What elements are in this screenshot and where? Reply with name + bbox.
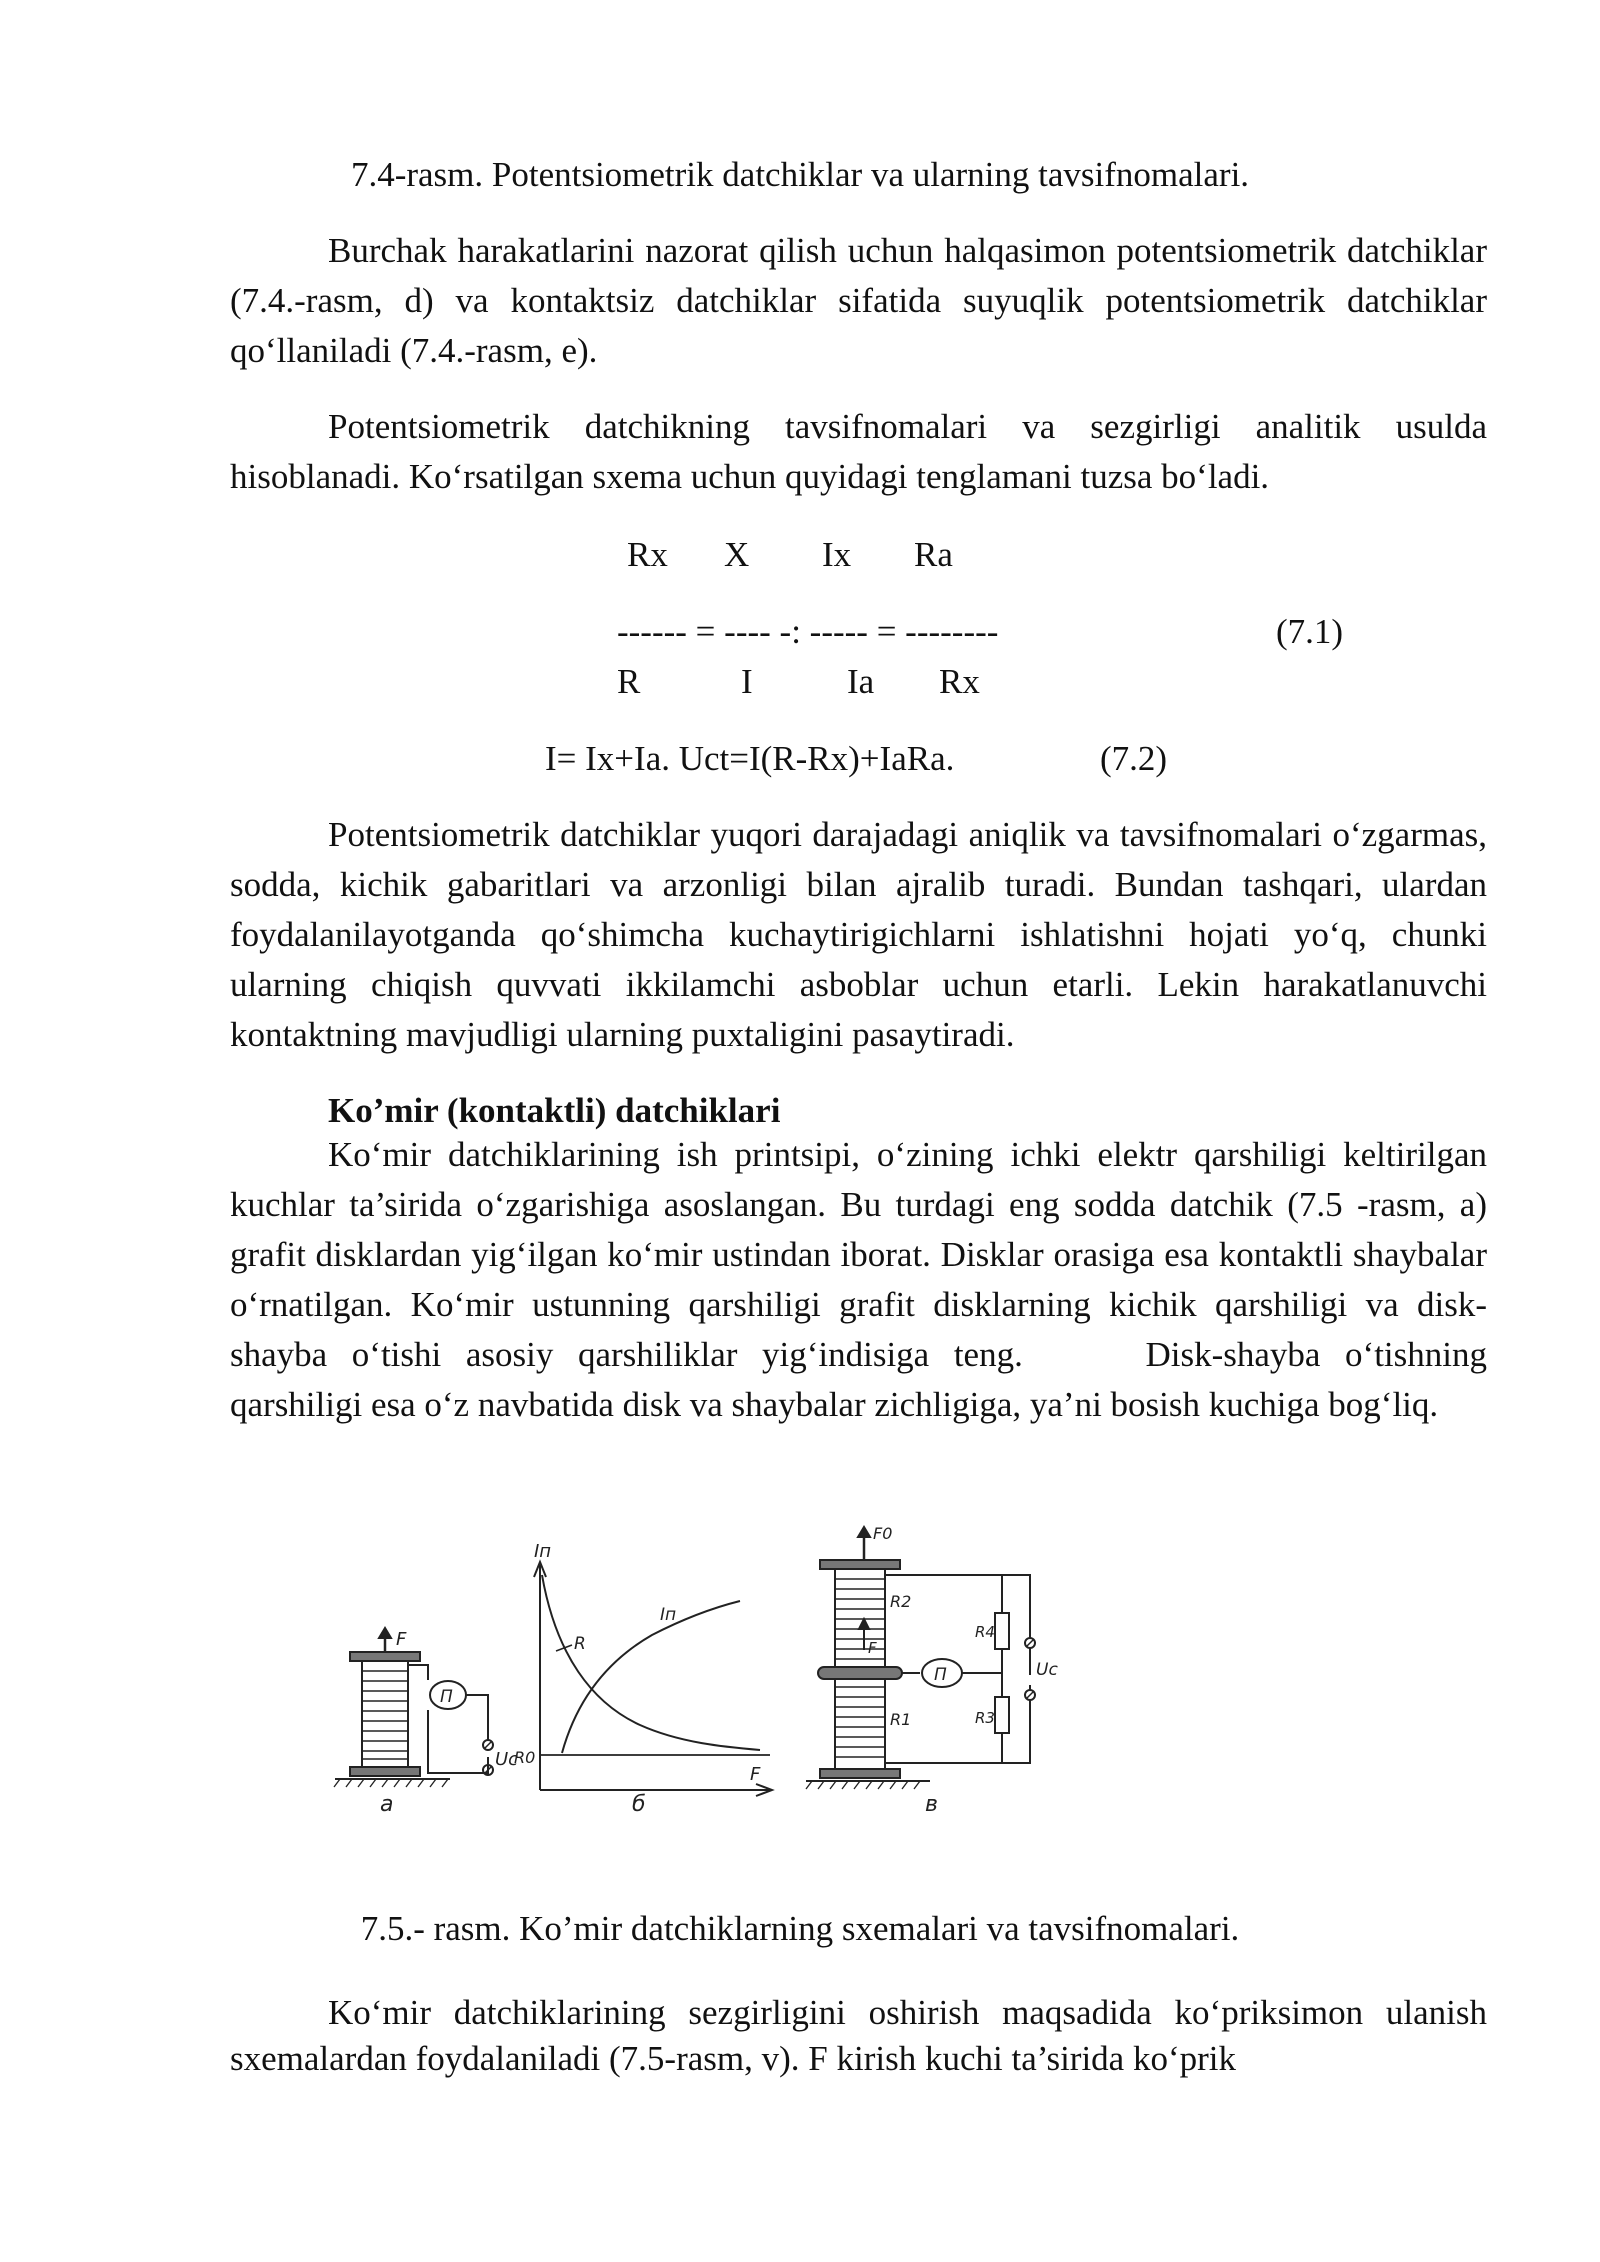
resistor-r4 bbox=[995, 1613, 1009, 1649]
graphite-disks bbox=[362, 1671, 408, 1759]
label-r0: R0 bbox=[514, 1748, 536, 1767]
bottom-plate bbox=[350, 1767, 420, 1776]
label-voltage: Uc bbox=[495, 1749, 519, 1770]
paragraph-bridge bbox=[230, 1990, 1487, 2082]
top-plate bbox=[350, 1652, 420, 1661]
eq-top-term: Ra bbox=[914, 535, 953, 574]
paragraph-text: Ko‘mir datchiklarining ish printsipi, o‘zining ichki elektr qarshiligi keltirilgan kuchlar ta’sirida o‘zgarishiga asoslangan. Bu turdagi eng sodda datchik (7.5 -rasm, a) grafit disklardan yig‘ilgan ko‘mir ustindan iborat. Disklar orasiga esa kontaktli shaybalar o‘rnatilgan. Ko‘mir ustunning qarshiligi grafit disklarning kichik qarshiligi va disk-shayba o‘tishi asosiy qarshiliklar yig‘indisiga teng. bbox=[230, 1135, 1487, 1374]
ground-hatch bbox=[334, 1779, 448, 1787]
label-inner-force: F bbox=[868, 1639, 877, 1657]
resistance-curve bbox=[542, 1575, 760, 1750]
equation-number: (7.1) bbox=[1276, 612, 1344, 651]
wire bbox=[408, 1665, 428, 1680]
eq-fraction-bars: ------ = ---- -: ----- = -------- bbox=[617, 612, 999, 651]
figure-part-a bbox=[334, 1628, 518, 1817]
eq-top-term: Ix bbox=[822, 535, 852, 574]
figure-part-c bbox=[806, 1525, 1058, 1817]
label-force: F0 bbox=[873, 1525, 893, 1543]
label-r1: R1 bbox=[890, 1710, 912, 1729]
eq-bottom-term: R bbox=[617, 662, 641, 701]
equation-number: (7.2) bbox=[1100, 739, 1168, 778]
paragraph-text: Disk-shayba o‘tishning qarshiligi esa o‘z navbatida disk va shaybalar zichligiga, ya’ni bosish kuchiga bog‘liq. bbox=[230, 1335, 1487, 1424]
middle-contact-plate bbox=[818, 1667, 902, 1679]
wire bbox=[466, 1695, 488, 1741]
bottom-plate bbox=[820, 1769, 900, 1778]
label-r2: R2 bbox=[890, 1592, 912, 1611]
eq-top-term: X bbox=[724, 535, 750, 574]
figure-part-b bbox=[514, 1541, 772, 1817]
section-heading: Ko’mir (kontaktli) datchiklari bbox=[328, 1091, 781, 1130]
label-x-axis: F bbox=[750, 1764, 761, 1785]
equation-text: I= Ix+Ia. Uct=I(R-Rx)+IaRa. bbox=[545, 739, 955, 778]
paragraph-carbon-principle bbox=[230, 1130, 1487, 1430]
arrow-head bbox=[379, 1628, 391, 1638]
paragraph-text: Ko‘mir datchiklarining sezgirligini oshirish maqsadida ko‘priksimon ulanish sxemalardan foydalaniladi (7.5-rasm, v). F kirish kuchi ta’sirida ko‘prik bbox=[230, 1993, 1487, 2078]
eq-bottom-term: Rx bbox=[939, 662, 980, 701]
arrow-head bbox=[858, 1527, 870, 1537]
ground-hatch bbox=[806, 1781, 920, 1789]
label-meter: П bbox=[934, 1665, 947, 1685]
resistor-r3 bbox=[995, 1697, 1009, 1733]
top-plate bbox=[820, 1560, 900, 1569]
eq-bottom-term: I bbox=[741, 662, 753, 701]
paragraph-text: Burchak harakatlarini nazorat qilish uchun halqasimon potentsiometrik datchiklar (7.4.-rasm, d) va kontaktsiz datchiklar sifatida suyuqlik potentsiometrik datchiklar qo‘llaniladi (7.4.-rasm, e). bbox=[230, 231, 1487, 370]
figure-caption-7-5: 7.5.- rasm. Ko’mir datchiklarning sxemalari va tavsifnomalari. bbox=[360, 1909, 1240, 1948]
label-meter: П bbox=[440, 1687, 453, 1707]
paragraph-sensitivity bbox=[230, 402, 1487, 502]
eq-bottom-term: Ia bbox=[847, 662, 875, 701]
label-r4: R4 bbox=[975, 1623, 995, 1641]
figure-carbon-sensors bbox=[330, 1525, 1060, 1835]
label-force: F bbox=[396, 1629, 407, 1650]
label-curve-i: Iп bbox=[660, 1605, 677, 1625]
paragraph-ring-sensors bbox=[230, 226, 1487, 376]
paragraph-advantages bbox=[230, 810, 1487, 1060]
eq-top-term: Rx bbox=[627, 535, 668, 574]
sublabel-b: б bbox=[632, 1792, 646, 1817]
wire bbox=[428, 1710, 488, 1773]
sublabel-c: в bbox=[925, 1792, 938, 1817]
label-voltage: Uc bbox=[1036, 1660, 1058, 1680]
sublabel-a: а bbox=[380, 1792, 394, 1817]
label-r3: R3 bbox=[975, 1709, 995, 1727]
label-y-axis: Iп bbox=[534, 1541, 552, 1562]
figure-caption-7-4: 7.4-rasm. Potentsiometrik datchiklar va ularning tavsifnomalari. bbox=[350, 155, 1250, 194]
label-curve-r: R bbox=[574, 1634, 586, 1654]
paragraph-text: Potentsiometrik datchikning tavsifnomalari va sezgirligi analitik usulda hisoblanadi. Ko‘rsatilgan sxema uchun quyidagi tenglamani tuzsa bo‘ladi. bbox=[230, 407, 1487, 496]
paragraph-text: Potentsiometrik datchiklar yuqori darajadagi aniqlik va tavsifnomalari o‘zgarmas, sodda, kichik gabaritlari va arzonligi bilan ajralib turadi. Bundan tashqari, ulardan foydalanilayotganda qo‘shimcha kuchaytirigichlarni ishlatishni hojati yo‘q, chunki ularning chiqish quvvati ikkilamchi asboblar uchun etarli. Lekin harakatlanuvchi kontaktning mavjudligi ularning puxtaligini pasaytiradi. bbox=[230, 815, 1487, 1054]
